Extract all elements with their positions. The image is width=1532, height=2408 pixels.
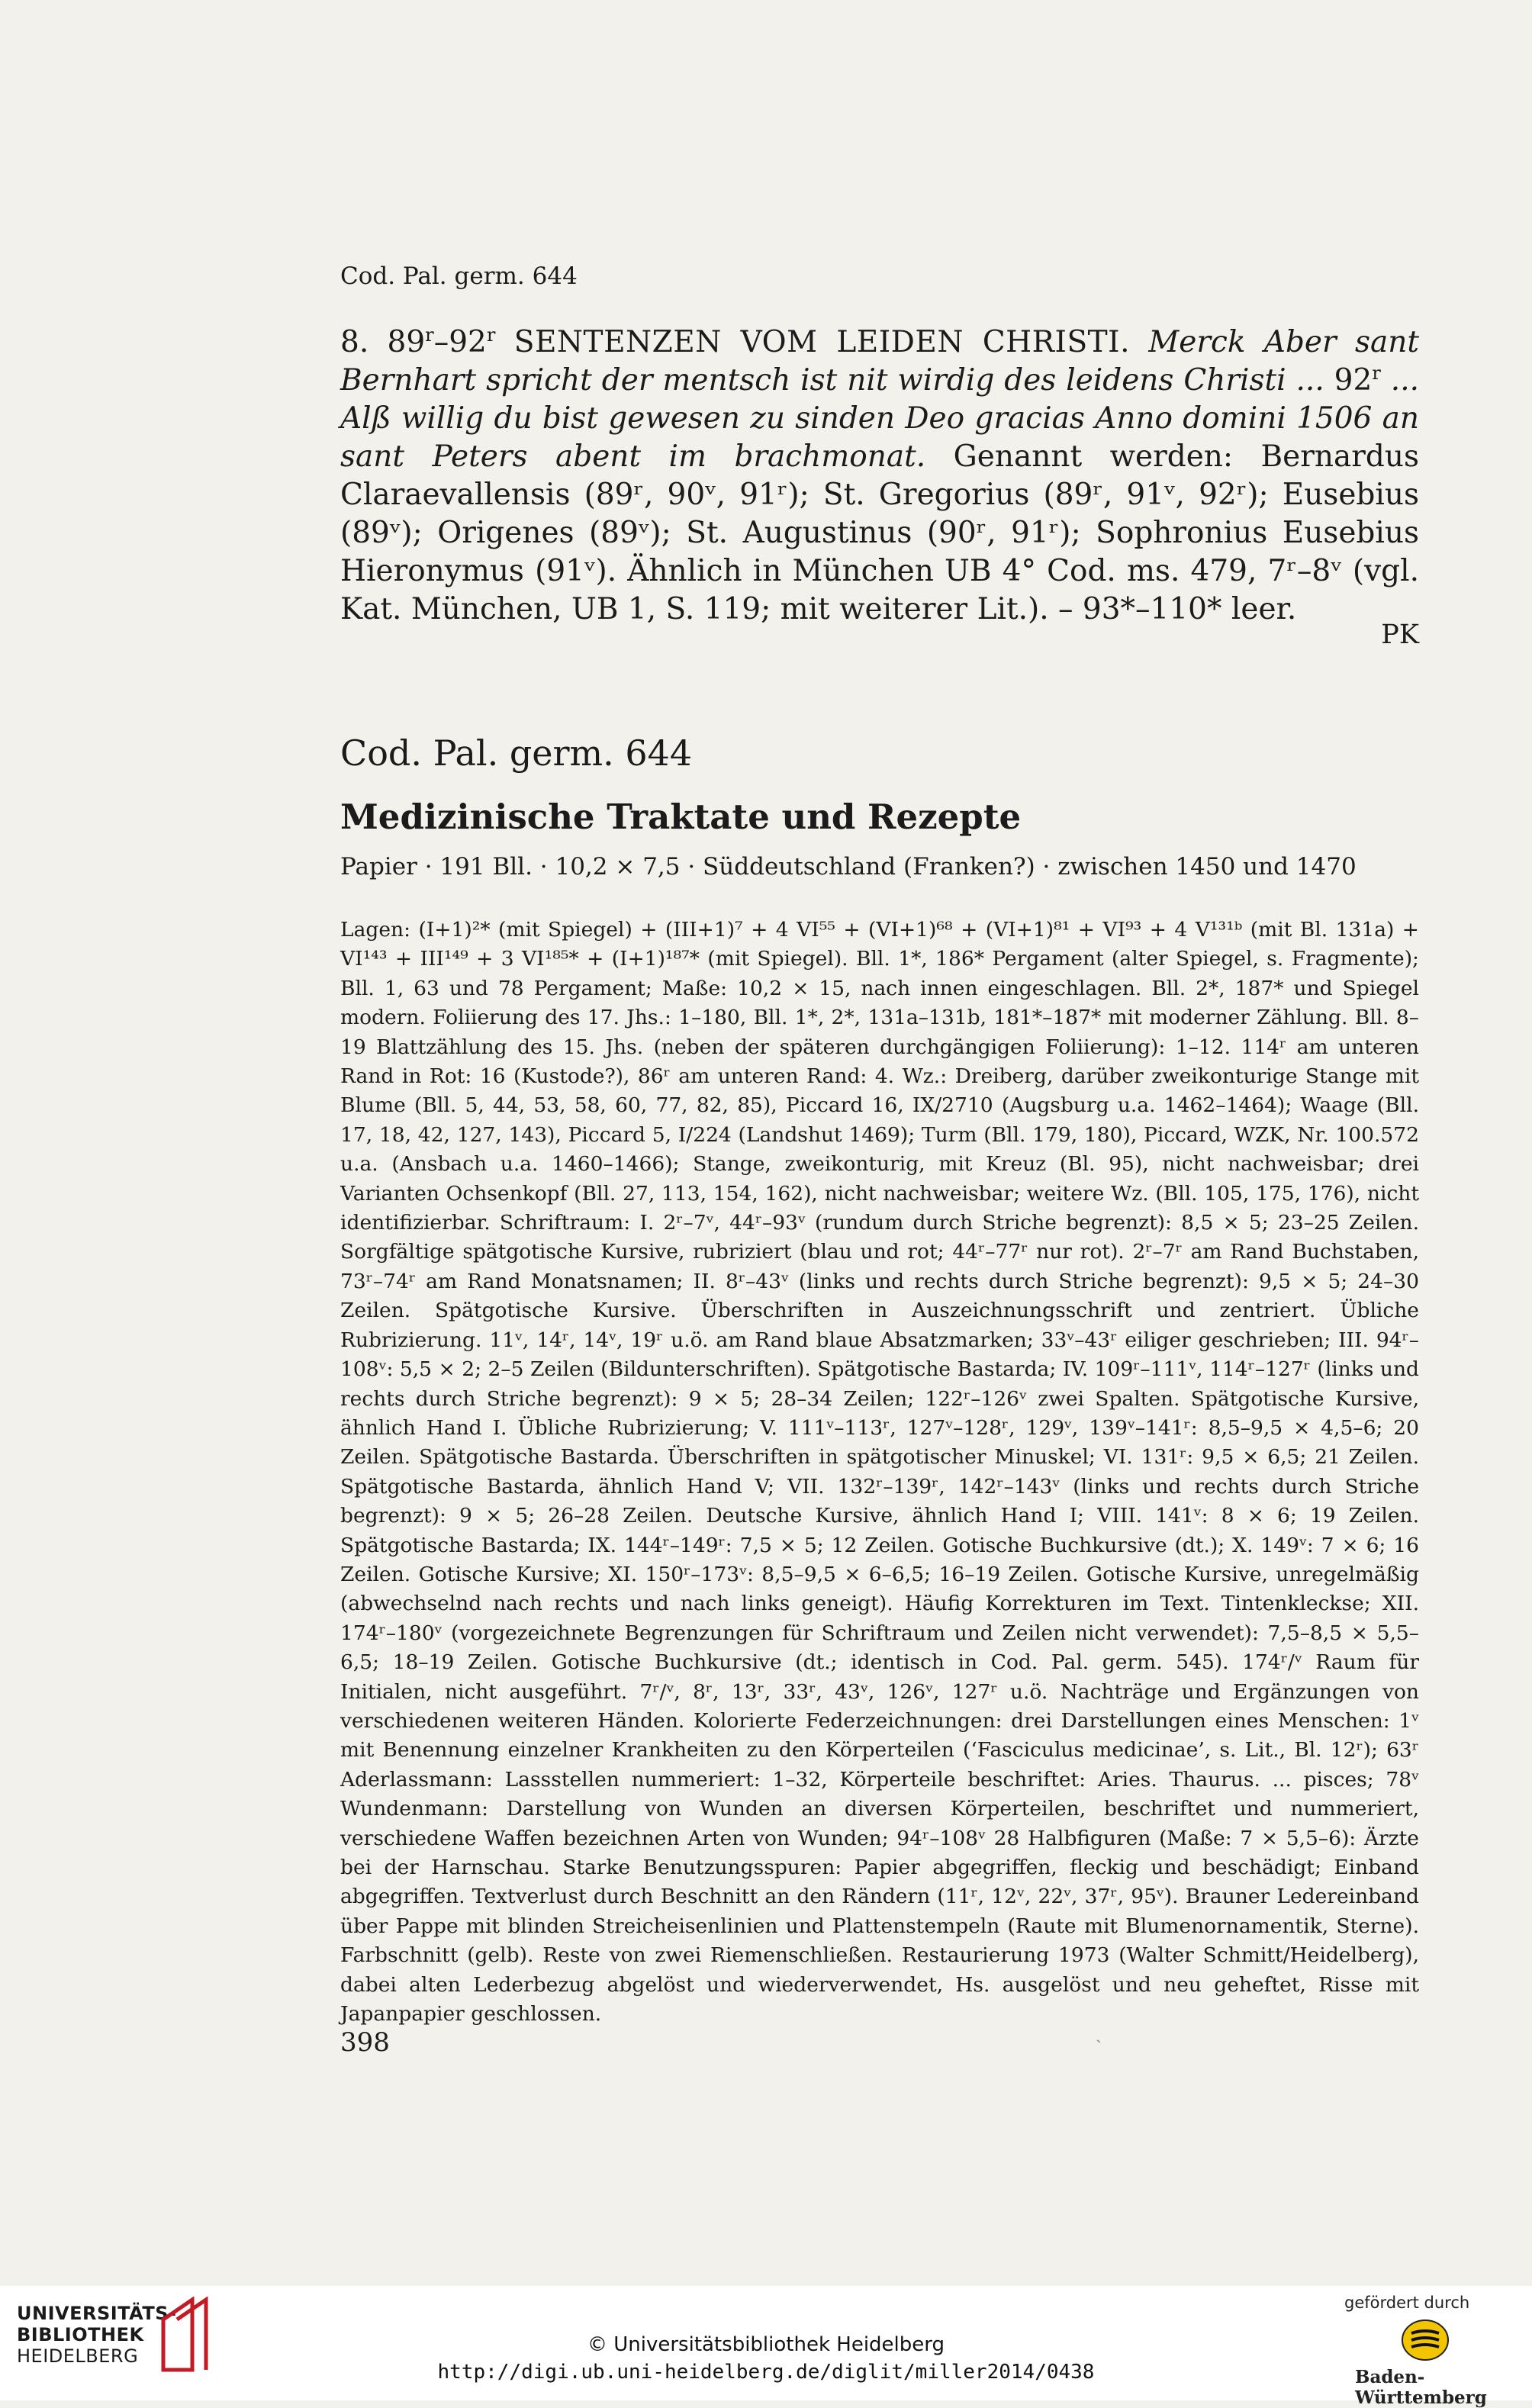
explicit-folio: 92 [1334, 363, 1373, 398]
entry-number: 8. 89 [340, 325, 426, 359]
entry-title: SENTENZEN VOM LEIDEN CHRISTI. [513, 325, 1130, 359]
pencil-mark: ˏ [1096, 2022, 1102, 2043]
state-crest-icon [1401, 2318, 1450, 2362]
codicological-description: Lagen: (I+1)²* (mit Spiegel) + (III+1)⁷ + 4 VI⁵⁵ + (VI+1)⁶⁸ + (VI+1)⁸¹ + VI⁹³ + 4 V¹³¹ᵇ (mit Bl. 131a) + VI¹⁴³ + III¹⁴⁹ + 3 VI¹⁸⁵* + (I+1)¹⁸⁷* (mit Spiegel). Bll. 1*, 186* Pergament (alter Spiegel, s. Fragmente); Bll. 1, 63 und 78 Pergament; Maße: 10,2 × 15, nach innen eingeschlagen. Bll. 2*, 187* und Spiegel modern. Foliierung des 17. Jhs.: 1–180, Bll. 1*, 2*, 131a–131b, 181*–187* mit moderner Zählung. Bll. 8–19 Blattzählung des 15. Jhs. (neben der späteren durchgängigen Foliierung): 1–12. 114ʳ am unteren Rand in Rot: 16 (Kustode?), 86ʳ am unteren Rand: 4. Wz.: Dreiberg, darüber zweikonturige Stange mit Blume (Bll. 5, 44, 53, 58, 60, 77, 82, 85), Piccard 16, IX/2710 (Augsburg u.a. 1462–1464); Waage (Bll. 17, 18, 42, 127, 143), Piccard 5, I/224 (Landshut 1469); Turm (Bll. 179, 180), Piccard, WZK, Nr. 100.572 u.a. (Ansbach u.a. 1460–1466); Stange, zweikonturig, mit Kreuz (Bl. 95), nicht nachweisbar; drei Varianten Ochsenkopf (Bll. 27, 113, 154, 162), nicht nachweisbar; weitere Wz. (Bll. 105, 175, 176), nicht identifizierbar. Schriftraum: I. 2ʳ–7ᵛ, 44ʳ–93ᵛ (rundum durch Striche begrenzt): 8,5 × 5; 23–25 Zeilen. Sorgfältige spätgotische Kursive, rubriziert (blau und rot; 44ʳ–77ʳ nur rot). 2ʳ–7ʳ am Rand Buchstaben, 73ʳ–74ʳ am Rand Monatsnamen; II. 8ʳ–43ᵛ (links und rechts durch Striche begrenzt): 9,5 × 5; 24–30 Zeilen. Spätgotische Kursive. Überschriften in Auszeichnungsschrift und zentriert. Übliche Rubrizierung. 11ᵛ, 14ʳ, 14ᵛ, 19ʳ u.ö. am Rand blaue Absatzmarken; 33ᵛ–43ʳ eiliger geschrieben; III. 94ʳ–108ᵛ: 5,5 × 2; 2–5 Zeilen (Bildunterschriften). Spätgotische Bastarda; IV. 109ʳ–111ᵛ, 114ʳ–127ʳ (links und rechts durch Striche begrenzt): 9 × 5; 28–34 Zeilen; 122ʳ–126ᵛ zwei Spalten. Spätgotische Kursive, ähnlich Hand I. Übliche Rubrizierung; V. 111ᵛ–113ʳ, 127ᵛ–128ʳ, 129ᵛ, 139ᵛ–141ʳ: 8,5–9,5 × 4,5–6; 20 Zeilen. Spätgotische Bastarda. Überschriften in spätgotischer Minuskel; VI. 131ʳ: 9,5 × 6,5; 21 Zeilen. Spätgotische Bastarda, ähnlich Hand V; VII. 132ʳ–139ʳ, 142ʳ–143ᵛ (links und rechts durch Striche begrenzt): 9 × 5; 26–28 Zeilen. Deutsche Kursive, ähnlich Hand I; VIII. 141ᵛ: 8 × 6; 19 Zeilen. Spätgotische Bastarda; IX. 144ʳ–149ʳ: 7,5 × 5; 12 Zeilen. Gotische Buchkursive (dt.); X. 149ᵛ: 7 × 6; 16 Zeilen. Gotische Kursive; XI. 150ʳ–173ᵛ: 8,5–9,5 × 6–6,5; 16–19 Zeilen. Gotische Kursive, unregelmäßig (abwechselnd nach rechts und nach links geneigt). Häufig Korrekturen im Text. Tintenkleckse; XII. 174ʳ–180ᵛ (vorgezeichnete Begrenzungen für Schriftraum und Zeilen nicht verwendet): 7,5–8,5 × 5,5–6,5; 18–19 Zeilen. Gotische Buchkursive (dt.; identisch in Cod. Pal. germ. 545). 174ʳ/ᵛ Raum für Initialen, nicht ausgeführt. 7ʳ/ᵛ, 8ʳ, 13ʳ, 33ʳ, 43ᵛ, 126ᵛ, 127ʳ u.ö. Nachträge und Ergänzungen von verschiedenen weiteren Händen. Kolorierte Federzeichnungen: drei Darstellungen eines Menschen: 1ᵛ mit Benennung einzelner Krankheiten zu den Körperteilen (‘Fasciculus medicinae’, s. Lit., Bl. 12ʳ); 63ʳ Aderlassmann: Lassstellen nummeriert: 1–32, Körperteile beschriftet: Aries. Thaurus. ... pisces; 78ᵛ Wundenmann: Darstellung von Wunden an diversen Körperteilen, beschriftet und nummeriert, verschiedene Waffen bezeichnen Arten von Wunden; 94ʳ–108ᵛ 28 Halbfiguren (Maße: 7 × 5,5–6): Ärzte bei der Harnschau. Starke Benutzungsspuren: Papier abgegriffen, fleckig und beschädigt; Einband abgegriffen. Textverlust durch Beschnitt an den Rändern (11ʳ, 12ᵛ, 22ᵛ, 37ʳ, 95ᵛ). Brauner Ledereinband über Pappe mit blinden Streicheisenlinien und Plattenstempeln (Raute mit Blumenornamentik, Sterne). Farbschnitt (gelb). Reste von zwei Riemenschließen. Restaurierung 1973 (Walter Schmitt/Heidelberg), dabei alten Lederbezug abgelöst und wiederverwendet, Hs. ausgelöst und neu geheftet, Risse mit Japanpapier geschlossen. [340, 918, 1419, 2027]
permalink[interactable]: http://digi.ub.uni-heidelberg.de/diglit/miller2014/0438 [437, 2361, 1095, 2384]
author-initials: PK [1381, 620, 1419, 650]
codex-heading: Cod. Pal. germ. 644 [340, 732, 693, 774]
logo-line-3: HEIDELBERG [17, 2345, 139, 2367]
logo-line-1: UNIVERSITÄTS- [17, 2303, 177, 2324]
entry-8: 8. 89$^r$–92$^r$ SENTENZEN VOM LEIDEN CHRISTI. Merck Aber sant Bernhart spricht der mentsch ist nit wirdig des leidens Christi ... 92$^r$ ... Alß willig du bist gewesen zu sinden Deo gracias Anno domini 1506 an sant Peters abent im brachmonat. Genannt werden: Bernardus Claraevallensis (89ʳ, 90ᵛ, 91ʳ); St. Gregorius (89ʳ, 91ᵛ, 92ʳ); Eusebius (89ᵛ); Origenes (89ᵛ); St. Augustinus (90ʳ, 91ʳ); Sophronius Eusebius Hieronymus (91ᵛ). Ähnlich in München UB 4° Cod. ms. 479, 7ʳ–8ᵛ (vgl. Kat. München, UB 1, S. 119; mit weiterer Lit.). – 93*–110* leer. [340, 324, 1420, 626]
logo-line-2: BIBLIOTHEK [17, 2324, 144, 2345]
running-head: Cod. Pal. germ. 644 [340, 262, 578, 290]
funder-name: Baden-Württemberg [1355, 2367, 1487, 2408]
entry-range: –92 [433, 325, 487, 359]
page-number: 398 [340, 2027, 390, 2058]
copyright-notice: © Universitätsbibliothek Heidelberg [587, 2333, 945, 2356]
entry-incipit: Merck Aber sant Bernhart spricht der mentsch ist nit wirdig des leidens Christi ... [340, 325, 1420, 398]
funding-note: gefördert durch [1344, 2294, 1470, 2312]
codex-title: Medizinische Traktate und Rezepte [340, 797, 1022, 837]
entry-rest: Genannt werden: Bernardus Claraevallensis (89ʳ, 90ᵛ, 91ʳ); St. Gregorius (89ʳ, 91ᵛ, 92ʳ); Eusebius (89ᵛ); Origenes (89ᵛ); St. Augustinus (90ʳ, 91ʳ); Sophronius Eusebius Hieronymus (91ᵛ). Ähnlich in München UB 4° Cod. ms. 479, 7ʳ–8ᵛ (vgl. Kat. München, UB 1, S. 119; mit weiterer Lit.). – 93*–110* leer. [340, 439, 1419, 626]
entry-explicit: ... Alß willig du bist gewesen zu sinden Deo gracias Anno domini 1506 an sant Peters abent im brachmonat. [340, 363, 1419, 474]
physical-description: Papier · 191 Bll. · 10,2 × 7,5 · Süddeutschland (Franken?) · zwischen 1450 und 1470 [340, 853, 1357, 880]
